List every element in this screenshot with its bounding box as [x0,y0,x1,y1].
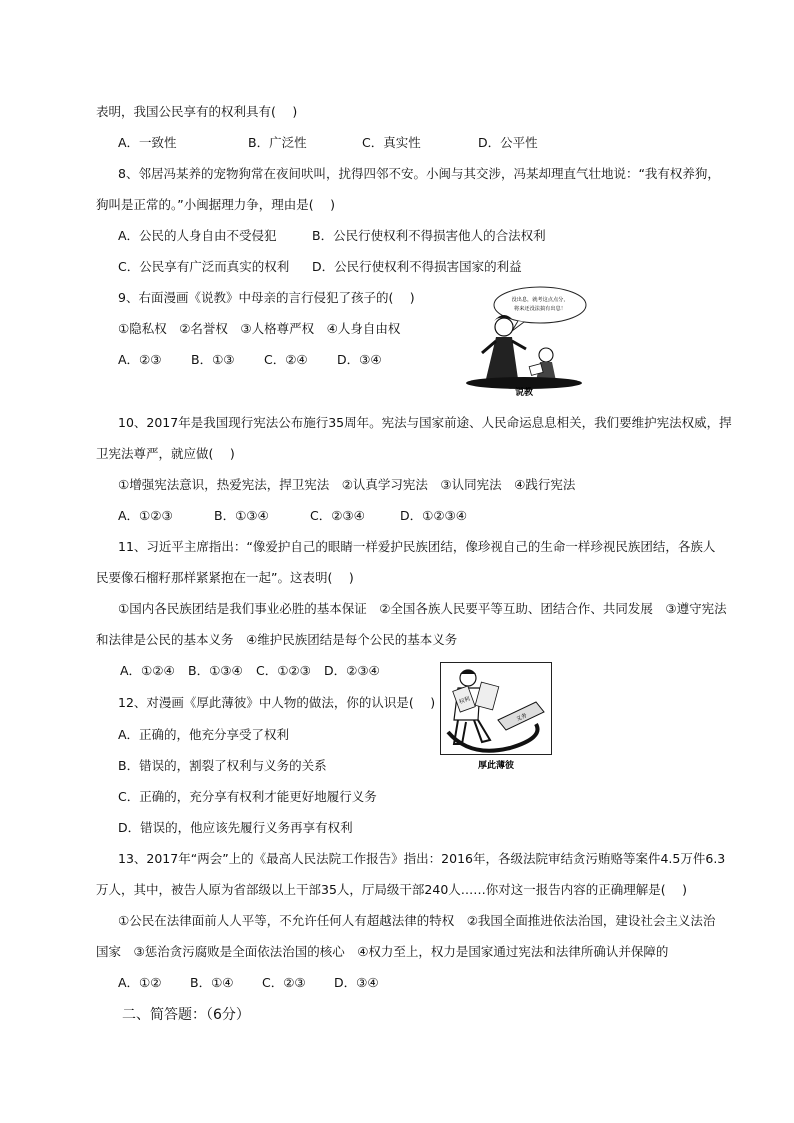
q10-option-b: B．①③④ [214,508,269,523]
q7-option-b: B．广泛性 [248,135,307,150]
child-figure [539,348,553,362]
q12-option-d: D．错误的，他应该先履行义务再享有权利 [118,820,353,835]
q10-stem-line2: 卫宪法尊严，就应做( ) [96,446,235,461]
q8-option-a: A．公民的人身自由不受侵犯 [118,228,277,243]
q9-cartoon-bubble-line1: 没出息，就考这点点分， [511,297,569,303]
q13-option-d: D．③④ [334,975,379,990]
q13-stem-line1: 13、2017年“两会”上的《最高人民法院工作报告》指出：2016年，各级法院审结贪污贿赂等案件4.5万件6.3 [118,851,726,866]
q13-option-b: B．①④ [190,975,234,990]
q9-option-d: D．③④ [337,352,382,367]
q13-option-c: C．②③ [262,975,306,990]
q9-option-a: A．②③ [118,352,162,367]
q13-stem-line2: 万人，其中，被告人原为省部级以上干部35人，厅局级干部240人……你对这一报告内容的正确理解是( ) [96,882,687,897]
q8-option-b: B．公民行使权利不得损害他人的合法权利 [312,228,546,243]
q12-stem: 12、对漫画《厚此薄彼》中人物的做法，你的认识是( ) [118,695,436,710]
q9-items: ①隐私权 ②名誉权 ③人格尊严权 ④人身自由权 [118,321,401,336]
q11-items-line2: 和法律是公民的基本义务 ④维护民族团结是每个公民的基本义务 [96,632,458,647]
q10-option-d: D．①②③④ [400,508,467,523]
q10-option-a: A．①②③ [118,508,173,523]
q12-option-a: A．正确的，他充分享受了权利 [118,727,290,742]
q9-cartoon-shuojiao [460,283,588,398]
q11-stem-line2: 民要像石榴籽那样紧紧抱在一起”。这表明( ) [96,570,354,585]
q12-cartoon-caption: 厚此薄彼 [477,761,515,771]
q7-option-d: D．公平性 [478,135,538,150]
mother-figure [495,318,513,336]
section-2-title: 二、简答题：（6分） [122,1007,250,1023]
q10-items: ①增强宪法意识，热爱宪法，捍卫宪法 ②认真学习宪法 ③认同宪法 ④践行宪法 [118,477,576,492]
q11-items-line1: ①国内各民族团结是我们事业必胜的基本保证 ②全国各族人民要平等互助、团结合作、共同发展 ③遵守宪法 [118,601,727,616]
q11-option-c: C．①②③ [256,663,311,678]
q13-option-a: A．①② [118,975,162,990]
q11-option-a: A．①②④ [120,663,175,678]
cartoon-label-duty: 义务 [515,712,529,723]
q8-option-c: C．公民享有广泛而真实的权利 [118,259,290,274]
q12-cartoon-houcibaobi [440,662,552,774]
q8-option-d: D．公民行使权利不得损害国家的利益 [312,259,522,274]
q11-option-b: B．①③④ [188,663,243,678]
q7-option-a: A．一致性 [118,135,177,150]
q11-option-d: D．②③④ [324,663,380,678]
q9-stem: 9、右面漫画《说教》中母亲的言行侵犯了孩子的( ) [118,290,415,305]
q9-option-b: B．①③ [191,352,235,367]
q8-stem-line2: 狗叫是正常的。”小闽据理力争，理由是( ) [96,197,335,212]
q10-stem-line1: 10、2017年是我国现行宪法公布施行35周年。宪法与国家前途、人民命运息息相关，我们要维护宪法权威，捍 [118,415,732,430]
q7-option-c: C．真实性 [362,135,421,150]
q13-items-line2: 国家 ③惩治贪污腐败是全面依法治国的核心 ④权力至上，权力是国家通过宪法和法律所确认并保障的 [96,944,669,959]
q8-stem-line1: 8、邻居冯某养的宠物狗常在夜间吠叫，扰得四邻不安。小闽与其交涉，冯某却理直气壮地说：“我有权养狗， [118,166,720,181]
cartoon-label-rights: 权利 [458,696,471,706]
q12-option-c: C．正确的，充分享有权利才能更好地履行义务 [118,789,377,804]
q13-items-line1: ①公民在法律面前人人平等，不允许任何人有超越法律的特权 ②我国全面推进依法治国，建设社会主义法治 [118,913,716,928]
q9-cartoon-bubble-line2: 将来还没法搞有出息！ [514,306,566,312]
q10-option-c: C．②③④ [310,508,365,523]
q11-stem-line1: 11、习近平主席指出：“像爱护自己的眼睛一样爱护民族团结，像珍视自己的生命一样珍视民族团结，各族人 [118,539,716,554]
q7-stem-continuation: 表明，我国公民享有的权利具有( ) [96,104,298,119]
q12-option-b: B．错误的，割裂了权利与义务的关系 [118,758,327,773]
q9-cartoon-caption: 说教 [514,388,534,398]
q9-option-c: C．②④ [264,352,308,367]
